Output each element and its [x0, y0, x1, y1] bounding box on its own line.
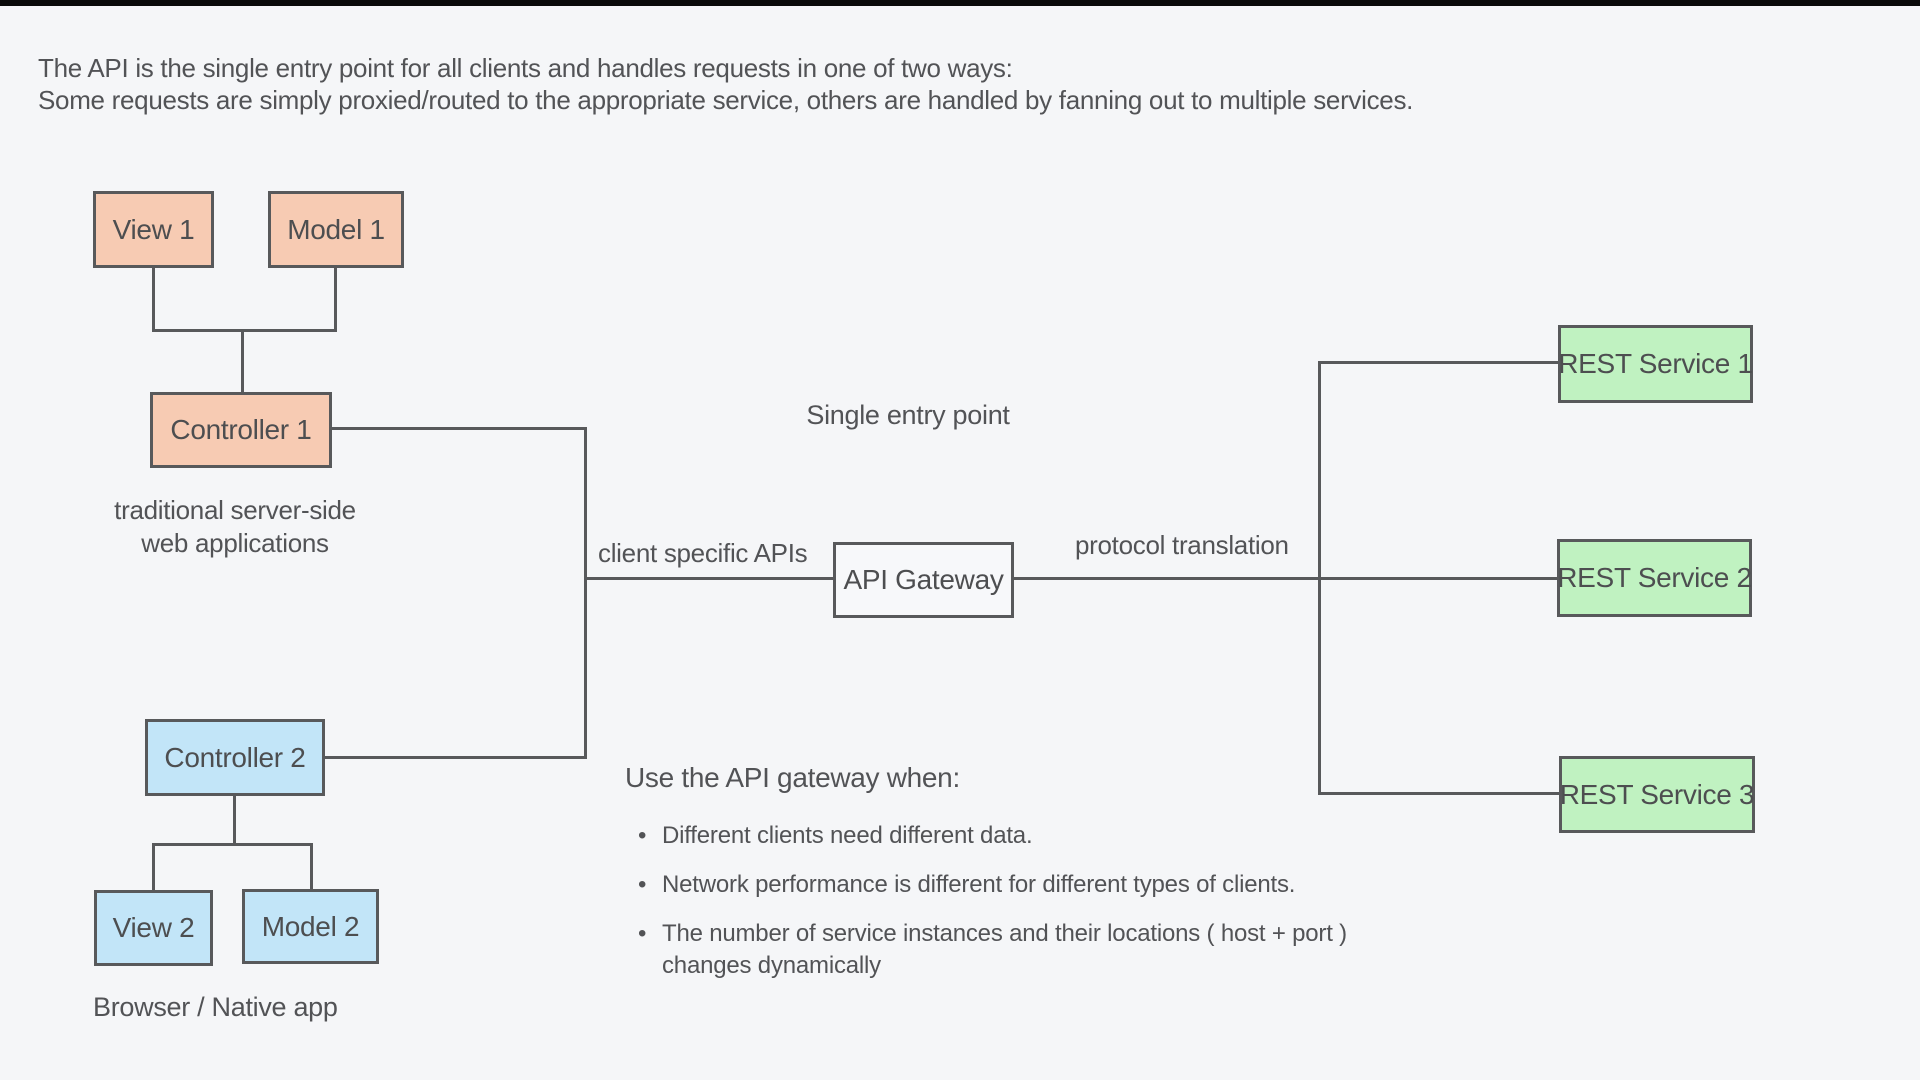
usage-bullet-list	[636, 820, 1347, 999]
node-model-1-label: Model 1	[287, 213, 385, 245]
intro-paragraph	[38, 52, 1413, 116]
connector-controller2-right	[325, 756, 584, 759]
node-controller-1-label: Controller 1	[170, 414, 312, 445]
connector-mvc2-horizontal	[152, 843, 313, 846]
usage-bullet-3-line-1: • The number of service instances and their locations ( host + port )	[662, 920, 1347, 947]
label-client-specific-apis: client specific APIs	[598, 538, 808, 568]
node-rest-service-3	[1559, 756, 1755, 833]
connector-to-view2	[152, 843, 155, 890]
connector-to-rest3	[1321, 792, 1559, 795]
connector-trunk-vertical	[584, 427, 587, 759]
node-controller-1	[150, 392, 332, 468]
node-view-1	[93, 191, 214, 268]
node-model-2-label: Model 2	[261, 910, 360, 942]
usage-bullet-2	[636, 869, 1347, 901]
node-rest-service-3-label: REST Service 3	[1559, 778, 1755, 810]
label-browser-native-app: Browser / Native app	[93, 992, 338, 1022]
connector-to-model2	[310, 843, 313, 889]
node-view-2-label: View 2	[112, 912, 195, 943]
label-single-entry-point: Single entry point	[806, 400, 1010, 430]
connector-mvc1-to-controller1	[241, 332, 244, 392]
connector-view1-down	[152, 268, 155, 332]
usage-bullet-3	[636, 918, 1347, 982]
usage-bullet-3-line-2: changes dynamically	[662, 952, 881, 979]
label-protocol-translation: protocol translation	[1075, 530, 1289, 560]
intro-line-1: The API is the single entry point for all clients and handles requests in one of two ways:	[38, 53, 1013, 83]
connector-gateway-to-rest2	[1014, 577, 1557, 580]
node-model-2	[242, 889, 379, 964]
connector-fanout-vertical	[1318, 361, 1321, 795]
label-traditional-line-1: traditional server-side	[114, 495, 356, 525]
connector-to-rest1	[1321, 361, 1558, 364]
usage-bullet-1	[636, 820, 1347, 852]
node-rest-service-1	[1558, 325, 1753, 403]
usage-bullet-2-line-1: • Network performance is different for different types of clients.	[662, 871, 1296, 898]
node-view-1-label: View 1	[112, 213, 195, 245]
connector-model1-down	[334, 268, 337, 332]
connector-controller1-right	[332, 427, 587, 430]
intro-line-2: Some requests are simply proxied/routed to the appropriate service, others are handled by fanning out to multiple services.	[38, 85, 1414, 115]
node-api-gateway-label: API Gateway	[843, 564, 1004, 595]
node-rest-service-1-label: REST Service 1	[1558, 348, 1753, 379]
node-view-2	[94, 890, 213, 966]
usage-heading: Use the API gateway when:	[625, 762, 960, 793]
connector-mvc1-horizontal	[152, 329, 337, 332]
node-rest-service-2-label: REST Service 2	[1557, 562, 1752, 593]
node-rest-service-2	[1557, 539, 1752, 617]
connector-trunk-to-gateway	[584, 577, 833, 580]
node-controller-2	[145, 719, 325, 796]
node-model-1	[268, 191, 404, 268]
usage-bullet-1-line-1: • Different clients need different data.	[662, 822, 1033, 849]
node-api-gateway	[833, 542, 1014, 618]
label-traditional-line-2: web applications	[141, 528, 329, 558]
top-border-bar	[0, 0, 1920, 6]
label-traditional-server-side	[85, 494, 385, 560]
node-controller-2-label: Controller 2	[164, 741, 306, 773]
connector-controller2-down	[233, 796, 236, 846]
